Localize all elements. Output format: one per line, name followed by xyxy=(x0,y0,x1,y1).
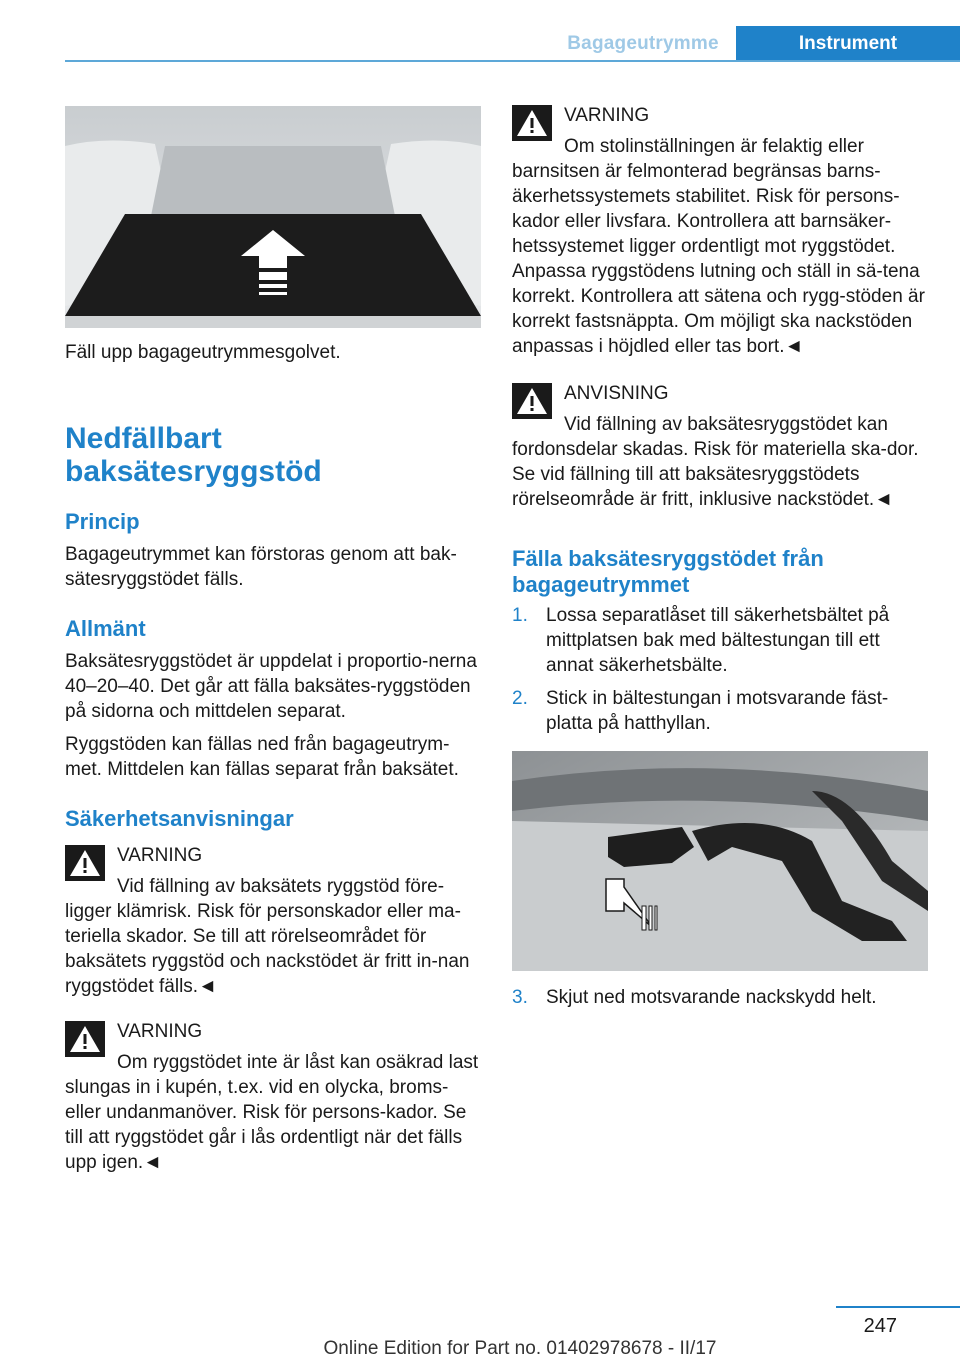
footer-edition: Online Edition for Part no. 01402978678 - II/17 xyxy=(323,1338,717,1359)
warning-1-body: Vid fällning av baksätets ryggstöd före-ligger klämrisk. Risk för personskador eller ma-teriella skador. Se till att rörelseområdet för baksätets ryggstöd och nackstödet är fritt in-nan ryggstödet fälls.◄ xyxy=(65,876,470,997)
note-1 xyxy=(512,381,928,511)
step-3 xyxy=(512,985,928,1010)
step-text: Lossa separatlåset till säkerhetsbältet på mittplatsen bak med bältestungan till ett annat säkerhetsbälte. xyxy=(546,605,890,676)
trunk-floor-illustration xyxy=(65,106,481,328)
warning-3 xyxy=(512,103,928,373)
trunk-floor-photo xyxy=(65,106,481,328)
warning-3-body: Om stolinställningen är felaktig eller barnsitsen är felmonterad begränsas barns-äkerhetssystemets stabilitet. Risk för persons-kador eller livsfara. Kontrollera att barnsäker-hetssystemet ligger ordentligt mot ryggstödet. Anpassa ryggstödens lutning och ställ in sä-tena korrekt. Kontrollera att sätena och rygg-stöden är korrekt fastsnäppta. Om möjligt ska nackstöden anpassas i höjdled eller tas bort.◄ xyxy=(512,136,925,357)
procedure-heading: Fälla baksätesryggstödet från bagageutrymmet xyxy=(512,546,824,597)
allmant-heading: Allmänt xyxy=(65,616,146,641)
chapter-tab: Instrument xyxy=(736,26,960,62)
page-number-rule xyxy=(836,1306,960,1308)
step-text: Skjut ned motsvarande nackskydd helt. xyxy=(546,987,877,1008)
warning-3-title: VARNING xyxy=(564,105,650,126)
note-1-title: ANVISNING xyxy=(564,383,669,404)
section-title: Nedfällbart baksätesryggstöd xyxy=(65,422,322,488)
princip-text: Bagageutrymmet kan förstoras genom att bak-sätesryggstödet fälls. xyxy=(65,544,457,590)
sakerhet-heading: Säkerhetsanvisningar xyxy=(65,806,294,831)
note-1-body: Vid fällning av baksätesryggstödet kan fordonsdelar skadas. Risk för materiella ska-dor. Se vid fällning till att baksätesryggstödets rörelseområde är fritt, inklusive nackstödet.◄ xyxy=(512,414,919,510)
section-tab: Bagageutrymme xyxy=(567,33,719,54)
step-number: 2. xyxy=(512,688,528,709)
warning-2-body: Om ryggstödet inte är låst kan osäkrad last slungas in i kupén, t.ex. vid en olycka, broms- eller undanmanöver. Risk för persons-kador. Se till att ryggstödet går i lås ordentligt när det fälls upp igen.◄ xyxy=(65,1052,479,1173)
step-text: Stick in bältestungan i motsvarande fäst-platta på hatthyllan. xyxy=(546,688,889,734)
header-rule xyxy=(65,60,960,62)
allmant-paragraph-2: Ryggstöden kan fällas ned från bagageutrym-met. Mittdelen kan fällas separat från baksätet. xyxy=(65,734,459,780)
step-number: 3. xyxy=(512,987,528,1008)
warning-1 xyxy=(65,843,481,1003)
warning-1-title: VARNING xyxy=(117,845,203,866)
parcel-shelf-illustration xyxy=(512,751,928,971)
princip-heading: Princip xyxy=(65,509,140,534)
page-number: 247 xyxy=(863,1315,897,1337)
warning-2-title: VARNING xyxy=(117,1021,203,1042)
step-2 xyxy=(512,686,928,736)
photo1-caption: Fäll upp bagageutrymmesgolvet. xyxy=(65,342,341,363)
parcel-shelf-photo xyxy=(512,751,928,971)
warning-2 xyxy=(65,1019,481,1179)
allmant-paragraph-1: Baksätesryggstödet är uppdelat i proportio-nerna 40–20–40. Det går att fälla baksätes-ryggstöden på sidorna och mittdelen separat. xyxy=(65,651,477,722)
step-1 xyxy=(512,603,928,678)
step-number: 1. xyxy=(512,605,528,626)
